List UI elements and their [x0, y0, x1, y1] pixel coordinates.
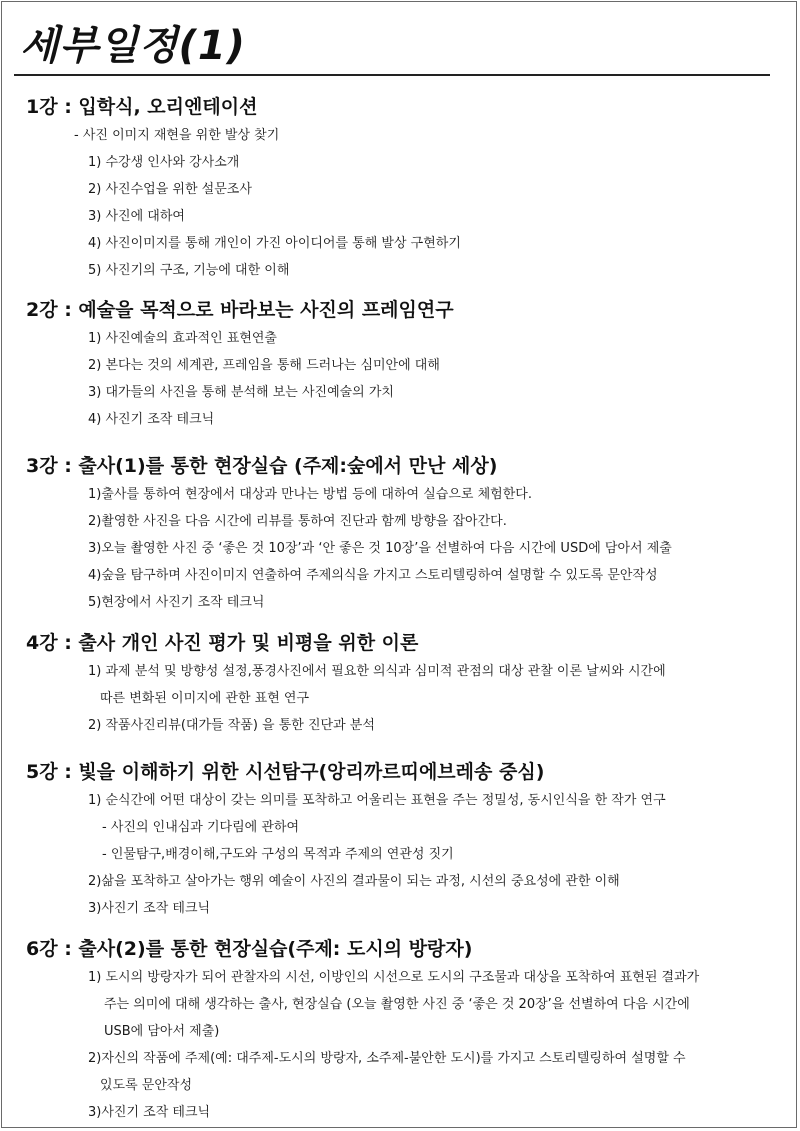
- lecture-4: [26, 628, 666, 739]
- list-item: 5) 사진기의 구조, 기능에 대한 이해: [88, 263, 290, 278]
- lecture-heading: 2강 : 예술을 목적으로 바라보는 사진의 프레임연구: [26, 299, 454, 321]
- lecture-heading: 4강 : 출사 개인 사진 평가 및 비평을 위한 이론: [26, 632, 419, 654]
- lecture-heading: 3강 : 출사(1)를 통한 현장실습 (주제:숲에서 만난 세상): [26, 455, 498, 477]
- lecture-1: [26, 92, 461, 284]
- lecture-heading: 1강 : 입학식, 오리엔테이션: [26, 96, 258, 118]
- title-divider: [14, 74, 770, 76]
- list-item-continuation: 있도록 문안작성: [100, 1078, 193, 1093]
- list-item: 1) 과제 분석 및 방향성 설정,풍경사진에서 필요한 의식과 심미적 관점의 대상 관찰 이론 날씨와 시간에 따른 변화된 이미지에 관한 표현 연구: [88, 658, 666, 712]
- list-item: 3) 대가들의 사진을 통해 분석해 보는 사진예술의 가치: [88, 385, 394, 400]
- sub-list-item: - 사진의 인내심과 기다림에 관하여: [102, 820, 300, 835]
- list-item: 2) 본다는 것의 세계관, 프레임을 통해 드러나는 심미안에 대해: [88, 358, 440, 373]
- list-item: 4)숲을 탐구하며 사진이미지 연출하여 주제의식을 가지고 스토리텔링하여 설명할 수 있도록 문안작성: [88, 568, 658, 583]
- list-item: 2) 사진수업을 위한 설문조사: [88, 182, 252, 197]
- lecture-intro: - 사진 이미지 재현을 위한 발상 찾기: [74, 128, 280, 143]
- lecture-items: [88, 149, 461, 284]
- list-item: 1) 도시의 방랑자가 되어 관찰자의 시선, 이방인의 시선으로 도시의 구조물과 대상을 포착하여 표현된 결과가 주는 의미에 대해 생각하는 출사, 현장실습 (오늘 촬영한 사진 중 ‘좋은 것 20장’을 선별하여 다음 시간에 USB에 담아서 제출): [88, 964, 699, 1045]
- list-item: 3)사진기 조작 테크닉: [88, 901, 211, 916]
- lecture-6: [26, 934, 699, 1126]
- list-item-continuation: 주는 의미에 대해 생각하는 출사, 현장실습 (오늘 촬영한 사진 중 ‘좋은 것 20장’을 선별하여 다음 시간에: [104, 997, 690, 1012]
- list-item: 3) 사진에 대하여: [88, 209, 185, 224]
- sub-list-item: - 인물탐구,배경이해,구도와 구성의 목적과 주제의 연관성 짓기: [102, 847, 454, 862]
- list-item-continuation: 따른 변화된 이미지에 관한 표현 연구: [100, 691, 310, 706]
- lecture-2: [26, 295, 454, 433]
- lecture-items: [88, 658, 666, 739]
- list-item: 5)현장에서 사진기 조작 테크닉: [88, 595, 265, 610]
- list-item: 2)삶을 포착하고 살아가는 행위 예술이 사진의 결과물이 되는 과정, 시선의 중요성에 관한 이해: [88, 874, 620, 889]
- lecture-items: [88, 787, 666, 922]
- list-item: 2)촬영한 사진을 다음 시간에 리뷰를 통하여 진단과 함께 방향을 잡아간다.: [88, 514, 507, 529]
- list-item: 1) 수강생 인사와 강사소개: [88, 155, 240, 170]
- page-title: 세부일정(1): [20, 23, 246, 69]
- list-item: 1) 사진예술의 효과적인 표현연출: [88, 331, 277, 346]
- list-item: 2) 작품사진리뷰(대가들 작품) 을 통한 진단과 분석: [88, 718, 375, 733]
- list-item: 4) 사진기 조작 테크닉: [88, 412, 215, 427]
- list-item-continuation: USB에 담아서 제출): [104, 1024, 220, 1039]
- lecture-items: [88, 325, 454, 433]
- lecture-3: [26, 451, 672, 616]
- list-item: 3)사진기 조작 테크닉: [88, 1105, 211, 1120]
- lecture-heading: 5강 : 빛을 이해하기 위한 시선탐구(앙리까르띠에브레송 중심): [26, 761, 545, 783]
- list-item: 1) 순식간에 어떤 대상이 갖는 의미를 포착하고 어울리는 표현을 주는 정밀성, 동시인식을 한 작가 연구 - 사진의 인내심과 기다림에 관하여 - 인물탐구,배경이해,구도와 구성의 목적과 주제의 연관성 짓기: [88, 787, 666, 868]
- lecture-5: [26, 757, 666, 922]
- lecture-heading: 6강 : 출사(2)를 통한 현장실습(주제: 도시의 방랑자): [26, 938, 473, 960]
- lecture-items: [88, 481, 672, 616]
- list-item: 4) 사진이미지를 통해 개인이 가진 아이디어를 통해 발상 구현하기: [88, 236, 461, 251]
- lecture-items: [88, 964, 699, 1126]
- list-item: 3)오늘 촬영한 사진 중 ‘좋은 것 10장’과 ‘안 좋은 것 10장’을 선별하여 다음 시간에 USD에 담아서 제출: [88, 541, 672, 556]
- sub-list: [88, 814, 666, 868]
- list-item: 2)자신의 작품에 주제(예: 대주제-도시의 방랑자, 소주제-불안한 도시)를 가지고 스토리텔링하여 설명할 수 있도록 문안작성: [88, 1045, 699, 1099]
- list-item: 1)출사를 통하여 현장에서 대상과 만나는 방법 등에 대하여 실습으로 체험한다.: [88, 487, 532, 502]
